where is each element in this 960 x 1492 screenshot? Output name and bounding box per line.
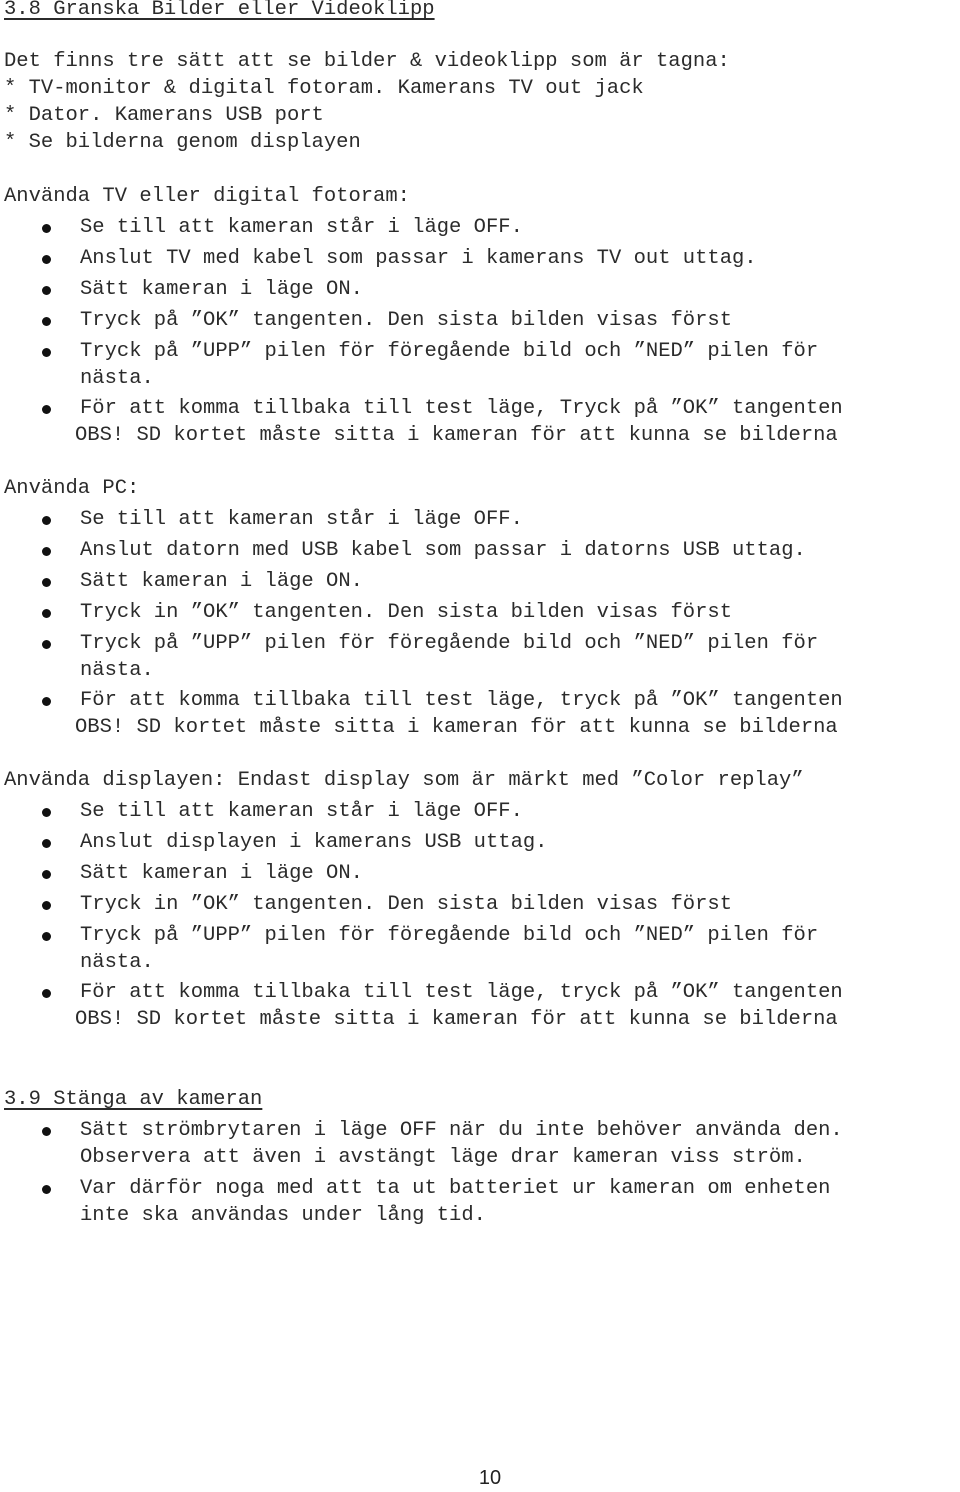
- list-item: För att komma tillbaka till test läge, tryck på ”OK” tangenten: [80, 689, 843, 712]
- list-item: Sätt strömbrytaren i läge OFF när du inte behöver använda den.: [80, 1119, 843, 1142]
- list-item: Sätt kameran i läge ON.: [80, 278, 363, 301]
- bullet-dot: [42, 547, 51, 556]
- list-item: Se till att kameran står i läge OFF.: [80, 216, 523, 239]
- note-text: OBS! SD kortet måste sitta i kameran för att kunna se bilderna: [75, 1008, 838, 1031]
- bullet-dot: [42, 405, 51, 414]
- list-item-continuation: nästa.: [80, 951, 154, 974]
- intro-line: * TV-monitor & digital fotoram. Kamerans TV out jack: [4, 77, 644, 100]
- list-item: Anslut datorn med USB kabel som passar i datorns USB uttag.: [80, 539, 806, 562]
- bullet-dot: [42, 697, 51, 706]
- bullet-dot: [42, 808, 51, 817]
- bullet-dot: [42, 932, 51, 941]
- bullet-dot: [42, 901, 51, 910]
- bullet-dot: [42, 1185, 51, 1194]
- bullet-dot: [42, 255, 51, 264]
- list-item: För att komma tillbaka till test läge, Tryck på ”OK” tangenten: [80, 397, 843, 420]
- list-item: Anslut TV med kabel som passar i kamerans TV out uttag.: [80, 247, 757, 270]
- list-item: Tryck in ”OK” tangenten. Den sista bilden visas först: [80, 601, 733, 624]
- intro-line: Det finns tre sätt att se bilder & videoklipp som är tagna:: [4, 50, 730, 73]
- page-number: 10: [478, 1467, 502, 1489]
- section-heading-3-8: 3.8 Granska Bilder eller Videoklipp: [4, 0, 435, 21]
- list-item: Se till att kameran står i läge OFF.: [80, 800, 523, 823]
- list-item: Var därför noga med att ta ut batteriet ur kameran om enheten: [80, 1177, 831, 1200]
- subsection-title-tv: Använda TV eller digital fotoram:: [4, 185, 410, 208]
- list-item: Sätt kameran i läge ON.: [80, 570, 363, 593]
- section-heading-3-9: 3.9 Stänga av kameran: [4, 1088, 263, 1111]
- list-item: Tryck på ”UPP” pilen för föregående bild och ”NED” pilen för: [80, 924, 819, 947]
- note-text: OBS! SD kortet måste sitta i kameran för att kunna se bilderna: [75, 424, 838, 447]
- bullet-dot: [42, 348, 51, 357]
- bullet-dot: [42, 317, 51, 326]
- list-item-continuation: nästa.: [80, 367, 154, 390]
- bullet-dot: [42, 578, 51, 587]
- list-item-continuation: inte ska användas under lång tid.: [80, 1204, 486, 1227]
- list-item-continuation: nästa.: [80, 659, 154, 682]
- list-item: Anslut displayen i kamerans USB uttag.: [80, 831, 548, 854]
- bullet-dot: [42, 839, 51, 848]
- bullet-dot: [42, 640, 51, 649]
- intro-line: * Se bilderna genom displayen: [4, 131, 361, 154]
- bullet-dot: [42, 870, 51, 879]
- list-item: Tryck in ”OK” tangenten. Den sista bilden visas först: [80, 893, 733, 916]
- list-item: Tryck på ”OK” tangenten. Den sista bilden visas först: [80, 309, 733, 332]
- bullet-dot: [42, 1127, 51, 1136]
- list-item: Tryck på ”UPP” pilen för föregående bild och ”NED” pilen för: [80, 632, 819, 655]
- intro-line: * Dator. Kamerans USB port: [4, 104, 324, 127]
- subsection-title-display: Använda displayen: Endast display som är märkt med ”Color replay”: [4, 769, 804, 792]
- subsection-title-pc: Använda PC:: [4, 477, 140, 500]
- bullet-dot: [42, 224, 51, 233]
- list-item-continuation: Observera att även i avstängt läge drar kameran viss ström.: [80, 1146, 806, 1169]
- bullet-dot: [42, 516, 51, 525]
- list-item: För att komma tillbaka till test läge, tryck på ”OK” tangenten: [80, 981, 843, 1004]
- bullet-dot: [42, 989, 51, 998]
- bullet-dot: [42, 609, 51, 618]
- note-text: OBS! SD kortet måste sitta i kameran för att kunna se bilderna: [75, 716, 838, 739]
- list-item: Sätt kameran i läge ON.: [80, 862, 363, 885]
- list-item: Tryck på ”UPP” pilen för föregående bild och ”NED” pilen för: [80, 340, 819, 363]
- list-item: Se till att kameran står i läge OFF.: [80, 508, 523, 531]
- bullet-dot: [42, 286, 51, 295]
